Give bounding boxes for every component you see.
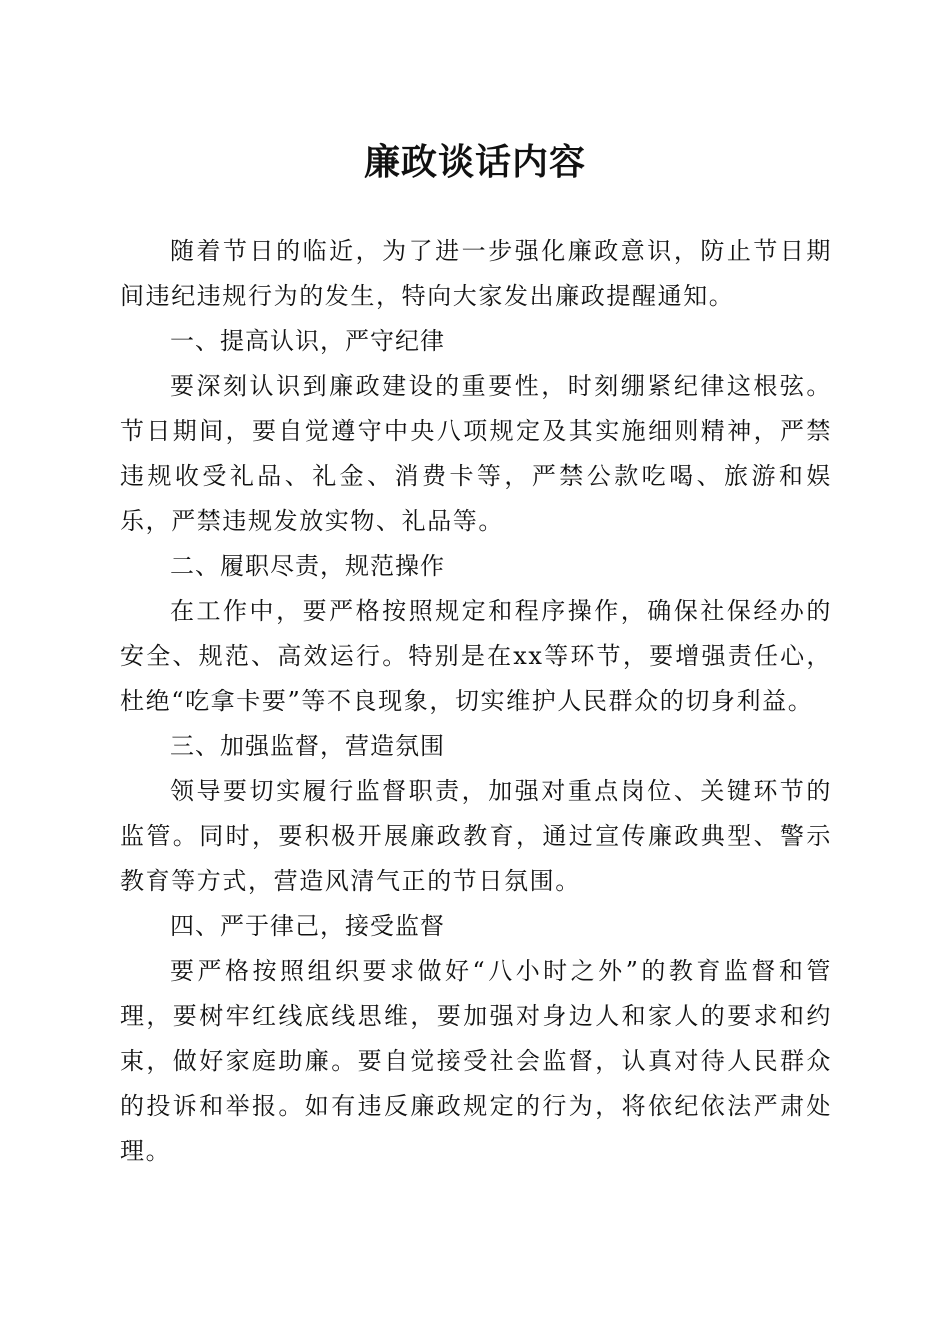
section-paragraph: 要严格按照组织要求做好“八小时之外”的教育监督和管理，要树牢红线底线思维，要加强对身边人和家人的要求和约束，做好家庭助廉。要自觉接受社会监督，认真对待人民群众的投诉和举报。如有违反廉政规定的行为，将依纪依法严肃处理。 — [120, 957, 832, 1165]
section — [120, 319, 832, 544]
section-heading: 四、严于律己，接受监督 — [170, 912, 445, 940]
section-heading: 二、履职尽责，规范操作 — [170, 552, 445, 580]
document-body — [120, 229, 832, 1174]
section-heading: 三、加强监督，营造氛围 — [170, 732, 445, 760]
intro-paragraph: 随着节日的临近，为了进一步强化廉政意识，防止节日期间违纪违规行为的发生，特向大家发出廉政提醒通知。 — [120, 237, 832, 310]
section-paragraph: 在工作中，要严格按照规定和程序操作，确保社保经办的安全、规范、高效运行。特别是在xx等环节，要增强责任心，杜绝“吃拿卡要”等不良现象，切实维护人民群众的切身利益。 — [120, 597, 832, 715]
section-paragraph: 领导要切实履行监督职责，加强对重点岗位、关键环节的监管。同时，要积极开展廉政教育，通过宣传廉政典型、警示教育等方式，营造风清气正的节日氛围。 — [120, 777, 832, 895]
section — [120, 544, 832, 724]
section — [120, 724, 832, 904]
document-title: 廉政谈话内容 — [363, 141, 586, 183]
section-heading: 一、提高认识，严守纪律 — [170, 327, 445, 355]
section-paragraph: 要深刻认识到廉政建设的重要性，时刻绷紧纪律这根弦。节日期间，要自觉遵守中央八项规定及其实施细则精神，严禁违规收受礼品、礼金、消费卡等，严禁公款吃喝、旅游和娱乐，严禁违规发放实物、礼品等。 — [120, 372, 832, 535]
section — [120, 904, 832, 1174]
